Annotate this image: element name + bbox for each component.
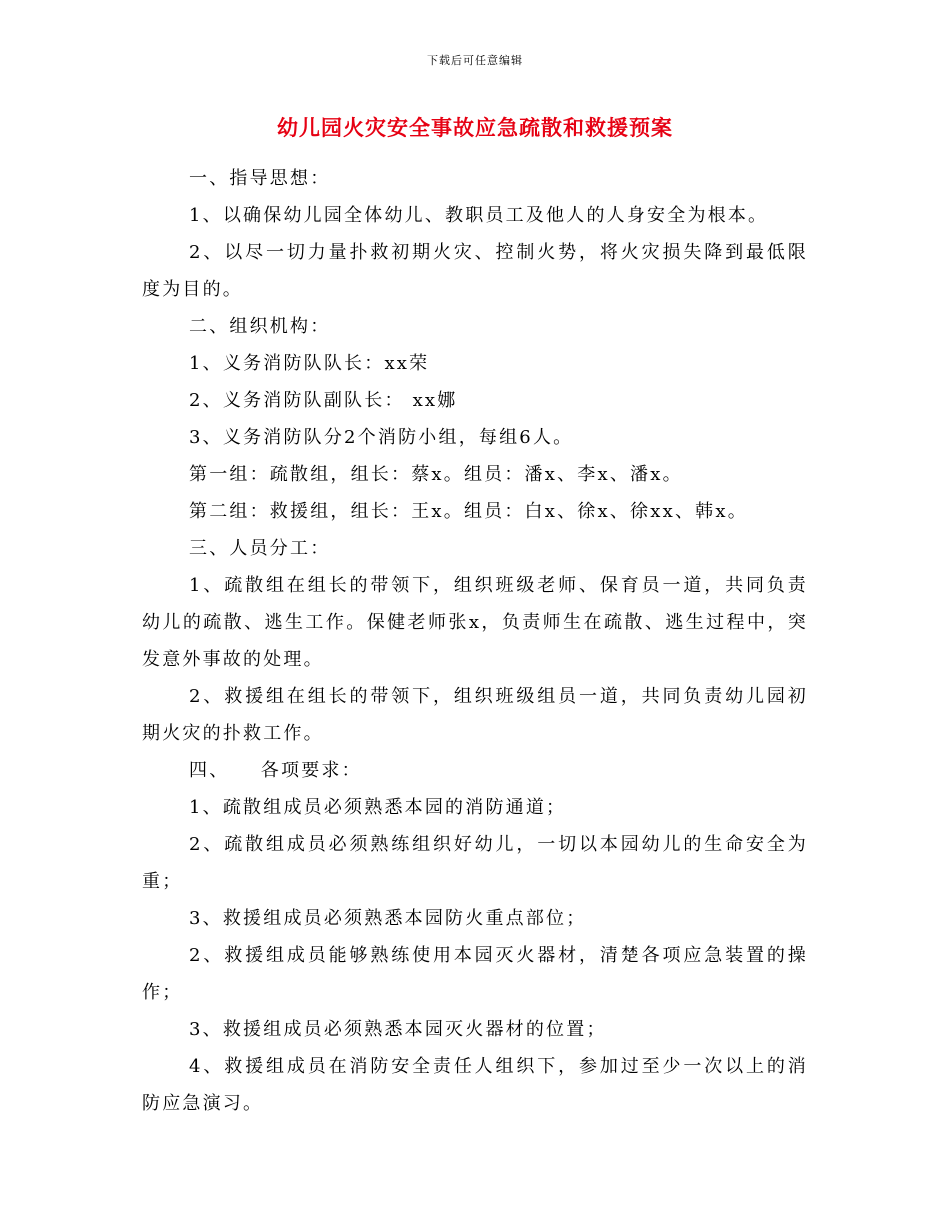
paragraph: 3、救援组成员必须熟悉本园防火重点部位； xyxy=(189,908,587,929)
paragraph: 1、疏散组成员必须熟悉本园的消防通道； xyxy=(189,797,567,818)
document-title: 幼儿园火灾安全事故应急疏散和救援预案 xyxy=(277,116,673,140)
paragraph: 2、救援组在组长的带领下，组织班级组员一道，共同负责幼儿园初期火灾的扑救工作。 xyxy=(142,686,808,744)
paragraph: 2、疏散组成员必须熟练组织好幼儿，一切以本园幼儿的生命安全为重； xyxy=(142,834,808,892)
paragraph: 1、义务消防队队长：xx荣 xyxy=(189,353,430,374)
paragraph: 2、以尽一切力量扑救初期火灾、控制火势，将火灾损失降到最低限度为目的。 xyxy=(142,242,808,300)
heading-requirements: 四、 各项要求： xyxy=(189,760,362,781)
header-note: 下载后可任意编辑 xyxy=(427,54,523,67)
heading-guiding-ideology: 一、指导思想： xyxy=(189,168,331,189)
paragraph: 2、救援组成员能够熟练使用本园灭火器材，清楚各项应急装置的操作； xyxy=(142,945,808,1003)
heading-organization: 二、组织机构： xyxy=(189,316,331,337)
paragraph: 1、以确保幼儿园全体幼儿、教职员工及他人的人身安全为根本。 xyxy=(189,205,769,226)
paragraph: 3、义务消防队分2个消防小组，每组6人。 xyxy=(189,427,574,448)
document-body xyxy=(142,160,808,1122)
heading-staff-division: 三、人员分工： xyxy=(189,538,331,559)
paragraph: 第一组：疏散组，组长：蔡x。组员：潘x、李x、潘x。 xyxy=(189,464,683,485)
paragraph: 4、救援组成员在消防安全责任人组织下，参加过至少一次以上的消防应急演习。 xyxy=(142,1056,808,1114)
paragraph: 3、救援组成员必须熟悉本园灭火器材的位置； xyxy=(189,1019,607,1040)
paragraph: 1、疏散组在组长的带领下，组织班级老师、保育员一道，共同负责幼儿的疏散、逃生工作。保健老师张x，负责师生在疏散、逃生过程中，突发意外事故的处理。 xyxy=(142,575,808,670)
paragraph: 2、义务消防队副队长： xx娜 xyxy=(189,390,458,411)
paragraph: 第二组：救援组，组长：王x。组员：白x、徐x、徐xx、韩x。 xyxy=(189,501,748,522)
